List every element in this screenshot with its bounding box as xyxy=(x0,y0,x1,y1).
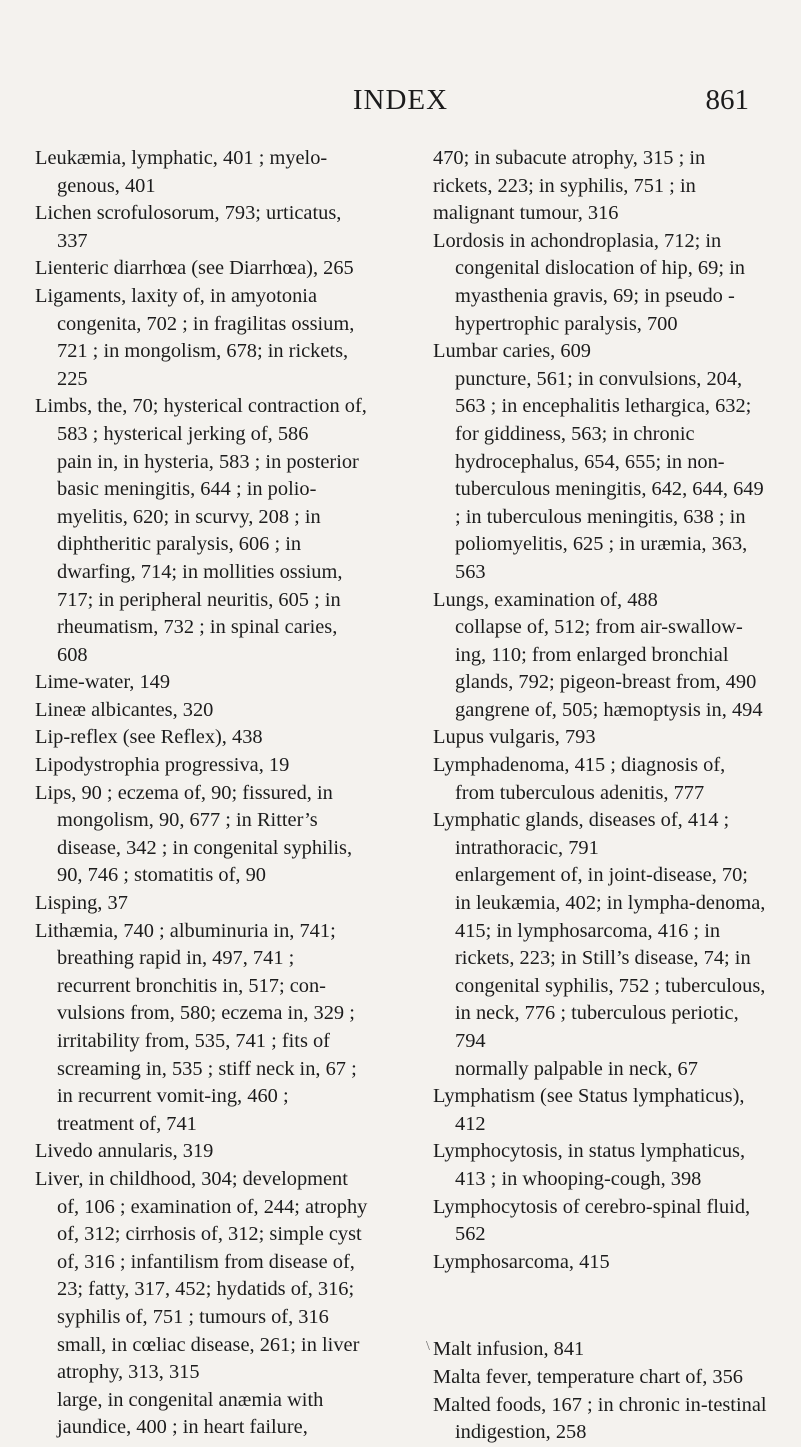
index-entry: Ligaments, laxity of, in amyotonia congenita, 702 ; in fragilitas ossium, 721 ; in mongolism, 678; in rickets, 225 xyxy=(35,284,355,390)
index-entry: Livedo annularis, 319 xyxy=(35,1140,214,1163)
index-entry: Lupus vulgaris, 793 xyxy=(433,726,596,749)
index-subentry: small, in cœliac disease, 261; in liver atrophy, 313, 315 xyxy=(57,1333,360,1384)
index-subentry: enlargement of, in joint-disease, 70; in leukæmia, 402; in lympha-denoma, 415; in lymphosarcoma, 416 ; in rickets, 223; in Still’s disease, 74; in congenital syphilis, 752 ; tuberculous, in neck, 776 ; tuberculous periotic, 794 xyxy=(455,864,766,1052)
index-entry: Lymphocytosis, in status lymphaticus, 413 ; in whooping-cough, 398 xyxy=(433,1140,746,1190)
index-entry: Lungs, examination of, 488 xyxy=(433,588,658,611)
running-title: INDEX xyxy=(352,84,449,116)
index-subentry: gangrene of, 505; hæmoptysis in, 494 xyxy=(455,698,763,721)
stray-mark: \ xyxy=(426,1339,430,1354)
index-entry: Lithæmia, 740 ; albuminuria in, 741; breathing rapid in, 497, 741 ; recurrent bronchitis in, 517; con-vulsions from, 580; eczema in, 329 ; irritability from, 535, 741 ; fits of screaming in, 535 ; stiff neck in, 67 ; in recurrent vomit-ing, 460 ; treatment of, 741 xyxy=(35,919,357,1135)
index-entry: Malted foods, 167 ; in chronic in-testinal indigestion, 258 xyxy=(433,1393,767,1444)
index-entry: Lienteric diarrhœa (see Diarrhœa), 265 xyxy=(35,257,354,280)
index-entry: Lichen scrofulosorum, 793; urticatus, 337 xyxy=(35,202,342,252)
index-entry: Lip-reflex (see Reflex), 438 xyxy=(35,726,263,749)
index-entry: Lipodystrophia progressiva, 19 xyxy=(35,754,290,777)
index-entry: Leukæmia, lymphatic, 401 ; myelo-genous, 401 xyxy=(35,147,328,197)
index-entry: Lymphocytosis of cerebro-spinal fluid, 562 xyxy=(433,1195,751,1246)
index-entry: Liver, in childhood, 304; development of, 106 ; examination of, 244; atrophy of, 312; cirrhosis of, 312; simple cyst of, 316 ; infantilism from disease of, 23; fatty, 317, 452; hydatids of, 316; syphilis of, 751 ; tumours of, 316 xyxy=(35,1167,368,1328)
index-entry: Lymphatism (see Status lymphaticus), 412 xyxy=(433,1085,745,1135)
left-index-column xyxy=(35,145,369,1442)
index-entry: Lymphosarcoma, 415 xyxy=(433,1250,610,1273)
index-subentry: large, in congenital anæmia with jaundice, 400 ; in heart failure, xyxy=(57,1388,324,1439)
index-entry: Limbs, the, 70; hysterical contraction of, 583 ; hysterical jerking of, 586 xyxy=(35,395,367,445)
index-entry: Malta fever, temperature chart of, 356 xyxy=(433,1365,743,1388)
section-gap xyxy=(433,1276,767,1336)
index-subentry: normally palpable in neck, 67 xyxy=(455,1057,698,1080)
index-entry: Lymphatic glands, diseases of, 414 ; intrathoracic, 791 xyxy=(433,809,730,859)
index-entry: Lime-water, 149 xyxy=(35,671,171,694)
page-number: 861 xyxy=(705,84,749,116)
index-subentry: pain in, in hysteria, 583 ; in posterior basic meningitis, 644 ; in polio-myelitis, 620; in scurvy, 208 ; in diphtheritic paralysis, 606 ; in dwarfing, 714; in mollities ossium, 717; in peripheral neuritis, 605 ; in rheumatism, 732 ; in spinal caries, 608 xyxy=(57,450,359,666)
index-entry: Malt infusion, 841 xyxy=(433,1338,585,1361)
index-entry: Lips, 90 ; eczema of, 90; fissured, in mongolism, 90, 677 ; in Ritter’s disease, 342 ; in congenital syphilis, 90, 746 ; stomatitis of, 90 xyxy=(35,781,353,887)
index-entry: Lineæ albicantes, 320 xyxy=(35,698,214,721)
right-index-column xyxy=(433,145,767,1447)
index-subentry: collapse of, 512; from air-swallow-ing, 110; from enlarged bronchial glands, 792; pigeon-breast from, 490 xyxy=(455,616,757,694)
index-entry: Lymphadenoma, 415 ; diagnosis of, from tuberculous adenitis, 777 xyxy=(433,754,726,804)
index-entry: 470; in subacute atrophy, 315 ; in rickets, 223; in syphilis, 751 ; in malignant tumour, 316 xyxy=(433,147,706,225)
index-subentry: puncture, 561; in convulsions, 204, 563 ; in encephalitis lethargica, 632; for giddiness, 563; in chronic hydrocephalus, 654, 655; in non-tuberculous meningitis, 642, 644, 649 ; in tuberculous meningitis, 638 ; in poliomyelitis, 625 ; in uræmia, 363, 563 xyxy=(455,367,764,583)
index-entry: Lumbar caries, 609 xyxy=(433,340,591,363)
index-entry: Lisping, 37 xyxy=(35,892,128,915)
index-entry: Lordosis in achondroplasia, 712; in congenital dislocation of hip, 69; in myasthenia gravis, 69; in pseudo - hypertrophic paralysis, 700 xyxy=(433,229,745,335)
page-header xyxy=(0,84,801,124)
